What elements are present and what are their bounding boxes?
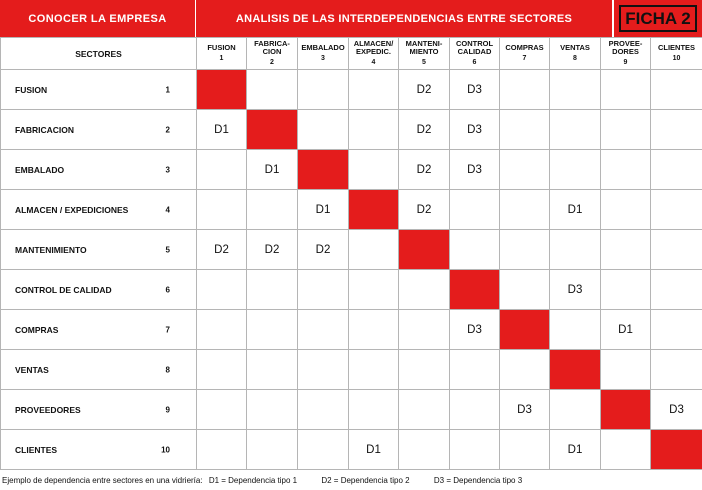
matrix-cell (298, 70, 349, 110)
diagonal-cell (601, 390, 651, 430)
matrix-cell: D2 (399, 190, 450, 230)
diagonal-cell (298, 150, 349, 190)
matrix-cell (298, 310, 349, 350)
matrix-cell: D3 (450, 310, 500, 350)
column-header-label: EMBALADO (301, 43, 345, 52)
section-title: CONOCER LA EMPRESA (0, 0, 195, 37)
matrix-cell (500, 270, 550, 310)
column-header-label: ALMACEN/ (353, 38, 394, 48)
matrix-cell (197, 150, 247, 190)
table-row (1, 150, 702, 190)
matrix-cell (399, 350, 450, 390)
row-label: VENTAS (15, 364, 49, 375)
matrix-cell (500, 150, 550, 190)
matrix-cell (550, 110, 601, 150)
matrix-cell (550, 310, 601, 350)
matrix-cell: D2 (197, 230, 247, 270)
table-row (1, 230, 702, 270)
matrix-cell (450, 350, 500, 390)
matrix-cell (601, 190, 651, 230)
matrix-cell (247, 190, 298, 230)
column-number: 7 (522, 54, 527, 62)
matrix-cell (500, 350, 550, 390)
matrix-cell (247, 270, 298, 310)
matrix-cell (298, 350, 349, 390)
table-row (1, 430, 702, 470)
matrix-cell (601, 350, 651, 390)
row-number: 1 (165, 85, 170, 94)
matrix-cell: D2 (247, 230, 298, 270)
column-header-label: PROVEE- (608, 38, 643, 48)
column-header-label: CLIENTES (657, 43, 696, 52)
table-row (1, 350, 702, 390)
matrix-cell: D3 (651, 390, 702, 430)
matrix-cell (197, 390, 247, 430)
matrix-cell: D1 (298, 190, 349, 230)
matrix-cell (651, 110, 702, 150)
legend-d2: D2 = Dependencia tipo 2 (321, 476, 410, 485)
row-number: 7 (165, 325, 170, 334)
table-row (1, 110, 702, 150)
matrix-cell (247, 350, 298, 390)
matrix-cell (349, 310, 399, 350)
matrix-cell (550, 230, 601, 270)
matrix-cell (349, 350, 399, 390)
matrix-cell (450, 230, 500, 270)
matrix-cell (601, 270, 651, 310)
matrix-cell (601, 230, 651, 270)
row-number: 10 (161, 445, 170, 454)
column-header-label-2: DORES (612, 47, 639, 57)
matrix-cell (651, 310, 702, 350)
column-header (500, 38, 550, 70)
diagonal-cell (197, 70, 247, 110)
row-label: COMPRAS (15, 324, 59, 335)
column-header-label: VENTAS (560, 43, 590, 52)
column-header-label: FUSION (207, 43, 236, 52)
row-label-cell (1, 350, 197, 390)
column-header (247, 38, 298, 70)
column-header-label-2: MIENTO (409, 47, 439, 57)
matrix-cell (651, 350, 702, 390)
column-header-label-2: EXPEDIC. (355, 47, 391, 57)
matrix-cell (197, 430, 247, 470)
diagonal-cell (247, 110, 298, 150)
matrix-cell (349, 270, 399, 310)
row-label: FABRICACION (15, 124, 75, 135)
column-header (450, 38, 500, 70)
diagonal-cell (349, 190, 399, 230)
matrix-cell (399, 270, 450, 310)
column-header (399, 38, 450, 70)
matrix-cell (651, 70, 702, 110)
matrix-cell (349, 70, 399, 110)
matrix-cell: D1 (550, 430, 601, 470)
row-label: ALMACEN / EXPEDICIONES (15, 204, 129, 215)
column-number: 6 (472, 58, 477, 66)
matrix-cell (601, 150, 651, 190)
column-header (349, 38, 399, 70)
matrix-cell (500, 430, 550, 470)
column-header-label-2: CALIDAD (457, 47, 492, 57)
column-header-label: CONTROL (455, 38, 494, 48)
column-number: 9 (623, 58, 628, 66)
column-number: 8 (573, 54, 577, 62)
row-label-cell (1, 70, 197, 110)
row-label: PROVEEDORES (15, 404, 81, 415)
matrix-cell: D2 (399, 150, 450, 190)
matrix-cell (247, 310, 298, 350)
matrix-cell: D3 (450, 150, 500, 190)
column-number: 5 (422, 58, 426, 66)
row-label: FUSION (15, 84, 48, 95)
matrix-cell: D2 (399, 70, 450, 110)
row-number: 3 (165, 165, 170, 174)
column-header-label: COMPRAS (505, 43, 544, 52)
row-number: 9 (165, 405, 170, 414)
matrix-cell (399, 310, 450, 350)
column-header-label: MANTENI- (405, 38, 443, 48)
matrix-cell (450, 390, 500, 430)
matrix-cell (197, 350, 247, 390)
column-header (651, 38, 702, 70)
matrix-cell (298, 110, 349, 150)
matrix-cell: D3 (500, 390, 550, 430)
column-header (298, 38, 349, 70)
column-header-label: FABRICA- (254, 38, 290, 48)
matrix-cell (450, 190, 500, 230)
matrix-cell: D1 (247, 150, 298, 190)
matrix-cell (298, 390, 349, 430)
row-label-cell (1, 230, 197, 270)
row-label: CONTROL DE CALIDAD (15, 284, 112, 295)
row-label: EMBALADO (15, 164, 65, 175)
matrix-cell: D1 (601, 310, 651, 350)
matrix-cell (500, 110, 550, 150)
matrix-cell (651, 230, 702, 270)
diagonal-cell (550, 350, 601, 390)
matrix-cell (601, 110, 651, 150)
legend-footnote (2, 476, 526, 485)
matrix-cell (298, 430, 349, 470)
table-row (1, 310, 702, 350)
matrix-cell: D1 (349, 430, 399, 470)
ficha-label: FICHA 2 (619, 5, 697, 32)
diagonal-cell (399, 230, 450, 270)
matrix-cell: D3 (550, 270, 601, 310)
matrix-cell (651, 150, 702, 190)
matrix-cell: D2 (399, 110, 450, 150)
legend-d3: D3 = Dependencia tipo 3 (433, 476, 523, 485)
row-label-cell (1, 270, 197, 310)
matrix-cell: D3 (450, 70, 500, 110)
row-label-cell (1, 110, 197, 150)
matrix-cell (651, 270, 702, 310)
matrix-cell: D2 (298, 230, 349, 270)
matrix-cell (349, 390, 399, 430)
matrix-cell (651, 190, 702, 230)
row-label-cell (1, 190, 197, 230)
column-number: 10 (672, 54, 681, 62)
matrix-cell (247, 430, 298, 470)
matrix-cell (399, 390, 450, 430)
matrix-cell: D1 (550, 190, 601, 230)
matrix-cell (399, 430, 450, 470)
row-number: 6 (165, 285, 170, 294)
table-row (1, 190, 702, 230)
legend-intro: Ejemplo de dependencia entre sectores en una vidriería: (2, 476, 203, 485)
diagonal-cell (450, 270, 500, 310)
matrix-cell (550, 150, 601, 190)
matrix-cell (349, 150, 399, 190)
matrix-cell (500, 230, 550, 270)
matrix-cell (500, 70, 550, 110)
matrix-cell (247, 390, 298, 430)
table-row (1, 390, 702, 430)
column-number: 4 (371, 58, 376, 66)
row-label-cell (1, 150, 197, 190)
page-title: ANALISIS DE LAS INTERDEPENDENCIAS ENTRE SECTORES (196, 0, 612, 37)
row-label-cell (1, 390, 197, 430)
row-label-cell (1, 310, 197, 350)
matrix-cell (450, 430, 500, 470)
matrix-cell (349, 110, 399, 150)
matrix-cell (601, 430, 651, 470)
column-header-label-2: CION (262, 47, 282, 57)
matrix-cell: D3 (450, 110, 500, 150)
matrix-cell (500, 190, 550, 230)
ficha-badge (614, 0, 702, 37)
row-number: 4 (165, 205, 170, 214)
matrix-cell (197, 310, 247, 350)
matrix-cell (550, 70, 601, 110)
row-number: 5 (165, 245, 170, 254)
row-number: 2 (165, 125, 170, 134)
matrix-cell (247, 70, 298, 110)
matrix-cell: D1 (197, 110, 247, 150)
row-label: CLIENTES (15, 444, 58, 455)
column-number: 3 (321, 54, 325, 62)
column-number: 1 (219, 54, 224, 62)
matrix-cell (601, 70, 651, 110)
interdependency-matrix (0, 37, 702, 470)
matrix-cell (197, 190, 247, 230)
column-header-row (1, 38, 702, 70)
matrix-cell (197, 270, 247, 310)
row-number: 8 (165, 365, 170, 374)
column-header (197, 38, 247, 70)
matrix-cell (298, 270, 349, 310)
diagonal-cell (500, 310, 550, 350)
sectors-header: SECTORES (1, 38, 197, 70)
row-label-cell (1, 430, 197, 470)
column-header (601, 38, 651, 70)
table-row (1, 270, 702, 310)
table-row (1, 70, 702, 110)
legend-d1: D1 = Dependencia tipo 1 (208, 476, 298, 485)
matrix-cell (349, 230, 399, 270)
matrix-cell (550, 390, 601, 430)
diagonal-cell (651, 430, 702, 470)
column-number: 2 (270, 58, 274, 66)
row-label: MANTENIMIENTO (15, 244, 87, 255)
column-header (550, 38, 601, 70)
